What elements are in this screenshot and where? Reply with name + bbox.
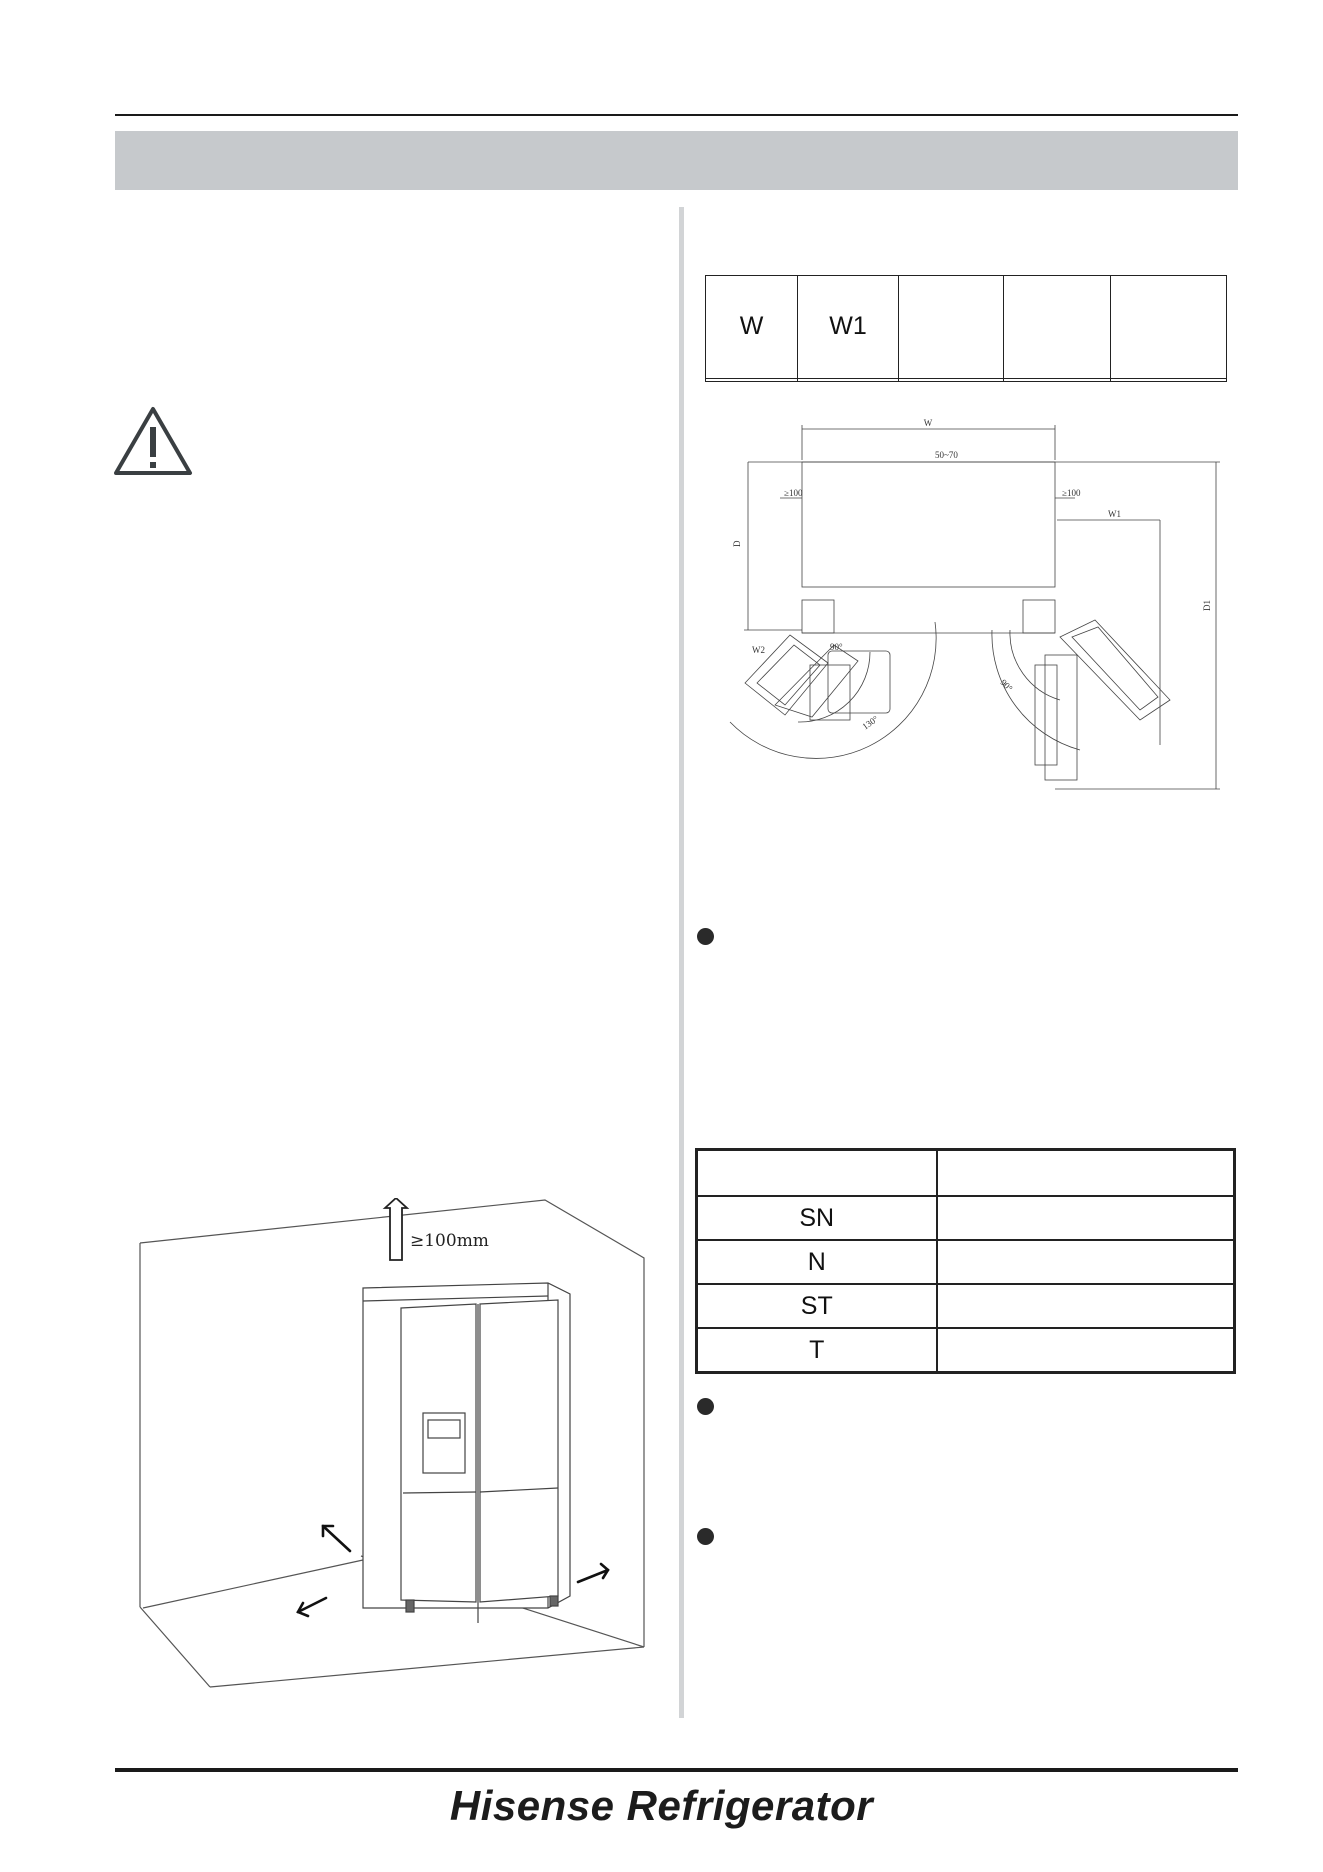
bottom-rule xyxy=(115,1768,1238,1772)
climate-class-cell: ST xyxy=(697,1284,937,1328)
door-clearance-plan-diagram xyxy=(700,415,1235,800)
label-d: D xyxy=(732,540,742,547)
label-w: W xyxy=(923,418,933,428)
dimension-value-cell xyxy=(899,378,1004,381)
climate-table-row xyxy=(697,1196,1235,1240)
dimension-header-w1: W1 xyxy=(798,276,899,379)
dimension-value-cell xyxy=(1004,378,1111,381)
dimension-header-cell xyxy=(899,276,1004,379)
climate-table-row xyxy=(697,1240,1235,1284)
climate-class-table xyxy=(695,1148,1236,1374)
label-angle-a: 90° xyxy=(830,642,843,652)
climate-class-cell: N xyxy=(697,1240,937,1284)
dimension-header-w: W xyxy=(706,276,798,379)
warning-triangle-icon xyxy=(112,405,194,477)
climate-range-cell xyxy=(937,1196,1235,1240)
dimension-value-cell xyxy=(706,378,798,381)
climate-range-cell xyxy=(937,1284,1235,1328)
label-d1: D1 xyxy=(1202,600,1212,611)
brand-wordmark: Hisense Refrigerator xyxy=(449,1782,874,1829)
label-angle-open: 130° xyxy=(860,713,881,732)
dimension-header-cell xyxy=(1004,276,1111,379)
dimension-value-cell xyxy=(1111,378,1227,381)
climate-range-cell xyxy=(937,1328,1235,1373)
label-w1: W1 xyxy=(1108,509,1121,519)
clearance-label: ≥100mm xyxy=(410,1231,489,1251)
climate-range-cell xyxy=(937,1240,1235,1284)
climate-header-class xyxy=(697,1150,937,1197)
dimension-table-header-row xyxy=(706,276,1227,379)
climate-class-cell: SN xyxy=(697,1196,937,1240)
dimension-value-cell xyxy=(798,378,899,381)
bullet-point xyxy=(697,1528,714,1545)
climate-table-header-row xyxy=(697,1150,1235,1197)
climate-table-row xyxy=(697,1328,1235,1373)
label-w2: W2 xyxy=(752,645,765,655)
climate-header-range xyxy=(937,1150,1235,1197)
climate-class-cell: T xyxy=(697,1328,937,1373)
label-gap-left: ≥100 xyxy=(784,488,803,498)
climate-table-row xyxy=(697,1284,1235,1328)
bullet-point xyxy=(697,928,714,945)
bullet-point xyxy=(697,1398,714,1415)
installation-space-illustration xyxy=(138,1198,653,1698)
dimension-table xyxy=(705,275,1227,382)
top-rule xyxy=(115,114,1238,116)
column-divider xyxy=(679,207,684,1718)
label-gap-right: ≥100 xyxy=(1062,488,1081,498)
label-gap-back: 50~70 xyxy=(935,450,958,460)
dimension-table-value-row xyxy=(706,378,1227,381)
dimension-header-cell xyxy=(1111,276,1227,379)
label-angle-b: 90° xyxy=(998,677,1015,694)
section-header-band xyxy=(115,131,1238,190)
